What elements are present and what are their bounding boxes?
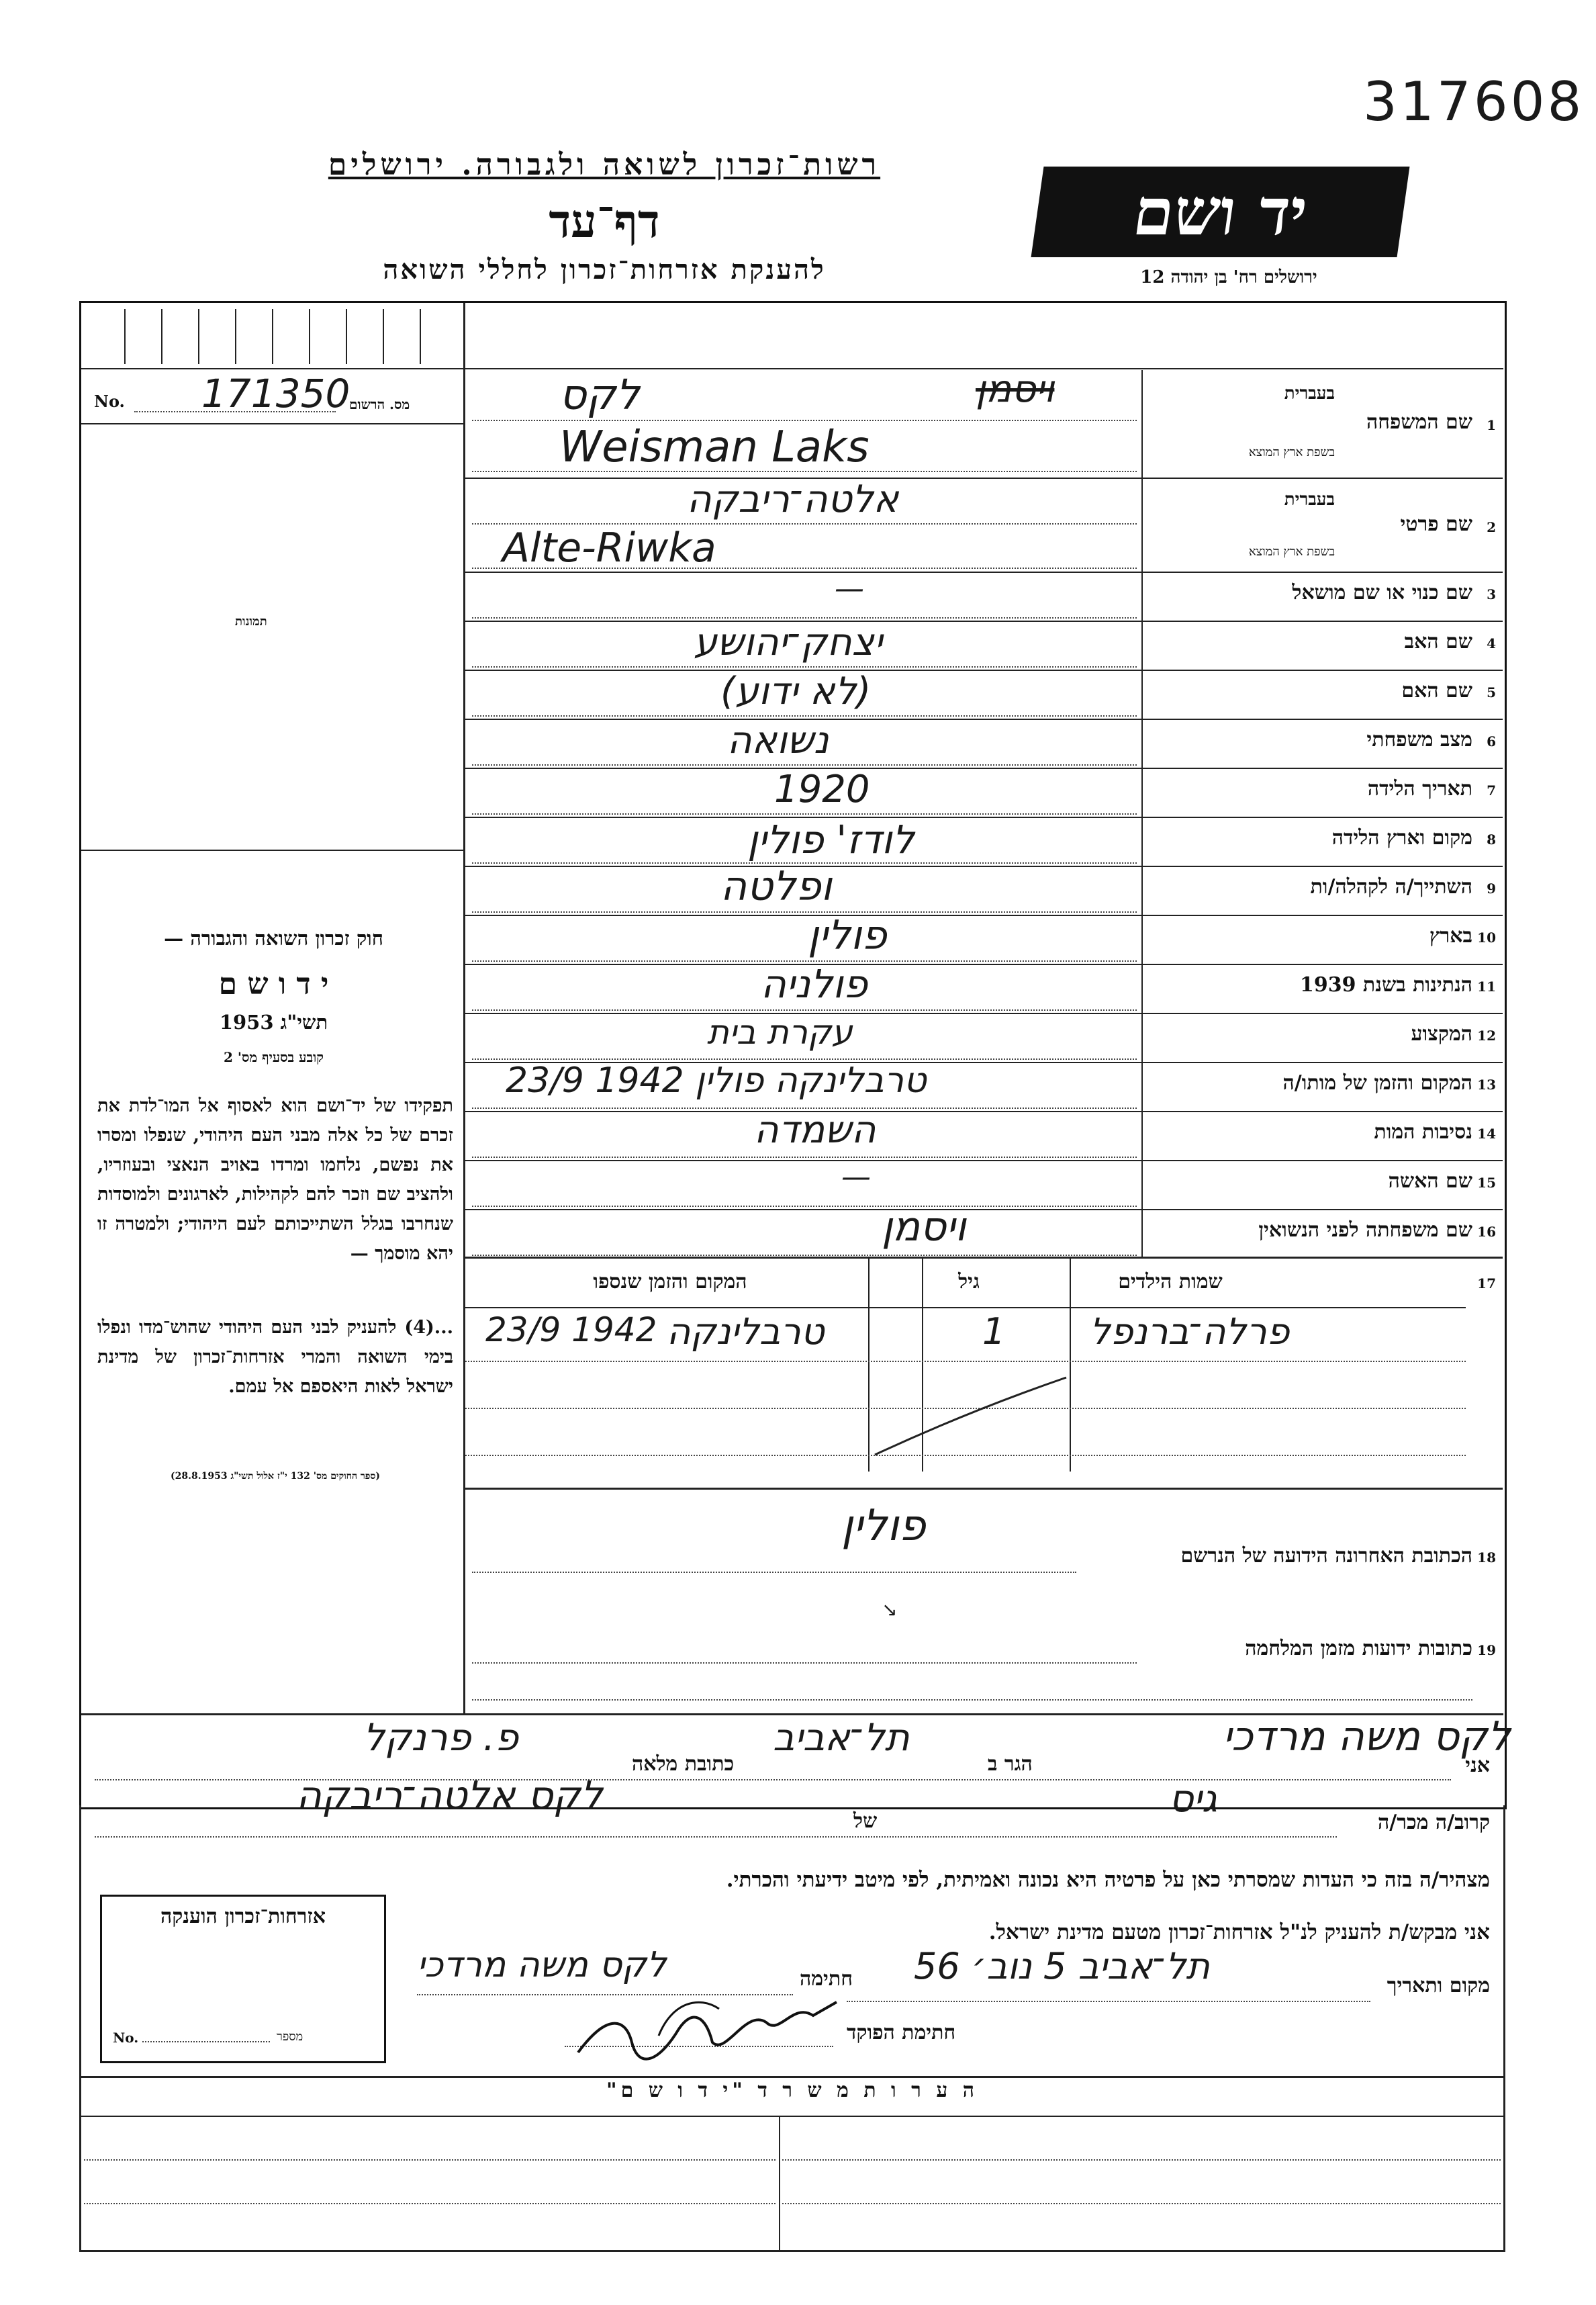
field-label: שם המשפחה — [1366, 410, 1472, 434]
office-notes-title: ה ע ר ו ת מ ש ר ד "י ד ו ש ם" — [606, 2079, 979, 2102]
field-label: מצב משפחתי — [1366, 728, 1472, 752]
first-name-hebrew: אלטה־ריבקה — [687, 478, 899, 521]
relation-value: גיס — [1169, 1777, 1217, 1821]
field-number: 12 — [1477, 1028, 1496, 1044]
field-sub-foreign: בשפת ארץ המוצא — [1248, 445, 1335, 459]
officer-signature-label: חתימת הפוקד — [847, 2021, 956, 2044]
field-number: 6 — [1487, 733, 1496, 750]
office-code-boxes — [87, 309, 457, 364]
field-value: (לא ידוע) — [720, 670, 872, 713]
field-value: השמדה — [754, 1108, 876, 1152]
lives-in-value: תל־אביב — [773, 1716, 910, 1760]
field-label: המקום והזמן של מותו/ה — [1282, 1071, 1472, 1095]
law-title: חוק זכרון השואה והגבורה — — [164, 927, 383, 950]
address-value: פ. פרנקל — [363, 1716, 519, 1760]
field-birth-date — [465, 768, 1503, 817]
photo-label: תמונות — [235, 615, 267, 629]
field-label: תאריך הלידה — [1367, 777, 1472, 801]
registration-label: מס. הרשום — [349, 396, 410, 412]
field-label: שם פרטי — [1400, 512, 1472, 536]
field-first-name — [465, 478, 1503, 572]
field-number: 1 — [1487, 417, 1496, 433]
logo-address: ירושלים רח' בן יהודה 12 — [1140, 267, 1317, 287]
law-reference: (ספר החוקים מס' 132 י"ז אלול תשי"ג 28.8.1953) — [171, 1471, 380, 1482]
field-war-addresses — [465, 1588, 1503, 1709]
org-name: רשות־זכרון לשואה ולגבורה. ירושלים — [328, 148, 881, 182]
child-age: 1 — [982, 1310, 1006, 1353]
field-number: 18 — [1477, 1549, 1496, 1566]
field-number: 19 — [1477, 1642, 1496, 1658]
law-clause: קובע בסעיף מס' 2 — [224, 1049, 324, 1065]
place-date-label: מקום ותאריך — [1387, 1974, 1490, 1997]
field-label: נסיבות המות — [1374, 1120, 1472, 1144]
field-number: 17 — [1477, 1275, 1496, 1292]
field-number: 14 — [1477, 1126, 1496, 1142]
registration-no-label: No. — [94, 392, 125, 411]
child-place: טרבלינקה — [667, 1310, 825, 1353]
field-label: שם כנוי או שם מושאל — [1292, 581, 1472, 604]
field-value: — — [841, 1160, 871, 1194]
declarant-signature: לקס משה מרדכי — [417, 1945, 667, 1985]
of-label: של — [853, 1809, 878, 1833]
field-birth-place — [465, 817, 1503, 866]
field-label: כתובות ידועות מזמן המלחמה — [1245, 1637, 1472, 1660]
field-label: מקום וארץ הלידה — [1331, 826, 1472, 850]
field-value: — — [835, 572, 864, 606]
field-sub-hebrew: בעברית — [1284, 490, 1335, 510]
field-last-address — [465, 1488, 1503, 1588]
field-value: ופלטה — [720, 863, 833, 910]
declaration-i-label: אני — [1465, 1754, 1490, 1777]
field-label: המקצוע — [1411, 1022, 1472, 1046]
form-title: דף־עד — [549, 195, 660, 248]
field-maiden-name — [465, 1204, 1503, 1258]
field-father — [465, 621, 1503, 670]
field-label: שם משפחתה לפני הנשואין — [1258, 1218, 1472, 1242]
field-label: בארץ — [1429, 924, 1472, 948]
field-number: 16 — [1477, 1224, 1496, 1240]
field-marital-status — [465, 719, 1503, 768]
field-label: הנתינות בשנת 1939 — [1299, 973, 1472, 997]
field-value: פולניה — [761, 961, 868, 1007]
field-number: 3 — [1487, 586, 1496, 602]
children-header-place-time: המקום והזמן שנספו — [593, 1270, 747, 1294]
field-value: פולין — [808, 912, 887, 959]
child-name: פרלה־ברנפל — [1090, 1310, 1290, 1353]
officer-signature — [565, 1989, 847, 2069]
children-header-age: גיל — [958, 1270, 980, 1294]
fields-list — [465, 572, 1503, 1257]
field-nickname — [465, 572, 1503, 621]
archive-number: 317608 — [1363, 71, 1585, 133]
field-sub-hebrew: בעברית — [1284, 383, 1335, 404]
field-number: 10 — [1477, 930, 1496, 946]
field-number: 13 — [1477, 1077, 1496, 1093]
field-value: לודז' פולין — [747, 817, 914, 862]
lives-in-label: הגר ב — [988, 1752, 1033, 1776]
field-number: 2 — [1487, 519, 1496, 535]
field-value: ↘ — [882, 1598, 898, 1621]
field-number: 15 — [1477, 1175, 1496, 1191]
field-label: הכתובת האחרונה הידועה של הנרשם — [1180, 1544, 1472, 1568]
first-name-foreign: Alte-Riwka — [502, 525, 716, 572]
relation-label: קרוב/ה מכר/ה — [1378, 1811, 1490, 1834]
field-label: השתייך/ה לקהלה/ות — [1310, 875, 1472, 899]
registration-number: 171350 — [201, 371, 350, 416]
field-value: יצחק־יהושע — [694, 621, 883, 664]
field-number: 11 — [1477, 979, 1496, 995]
declaration-section — [81, 1713, 1511, 2076]
address-label: כתובת מלאה — [632, 1752, 735, 1776]
children-header-names: שמות הילדים — [1118, 1270, 1223, 1294]
place-date-value: תל־אביב 5 נוב׳ 56 — [914, 1945, 1210, 1987]
field-value: נשואה — [727, 719, 829, 762]
empty-row-strike — [868, 1371, 1070, 1465]
surname-hebrew: לקס — [559, 370, 640, 419]
field-number: 8 — [1487, 831, 1496, 848]
field-value: עקרת בית — [707, 1013, 853, 1052]
field-number: 4 — [1487, 635, 1496, 651]
field-sub-foreign: בשפת ארץ המוצא — [1248, 545, 1335, 559]
law-text-2: ...(4) להעניק לבני העם היהודי שהוש־מדו ונפלו בימי השואה והמרי אזרחות־זכרון של מדינת ישראל לאות היאספם אל עמם. — [97, 1317, 453, 1397]
declaration-request: אני מבקש/ת להעניק לנ"ל אזרחות־זכרון מטעם מדינת ישראל. — [988, 1920, 1490, 1944]
signature-label: חתימה — [800, 1967, 853, 1991]
field-community — [465, 863, 1503, 915]
field-mother — [465, 670, 1503, 719]
children-table — [465, 1257, 1503, 1478]
field-citizenship-1939 — [465, 961, 1503, 1013]
declarant-name: לקס משה מרדכי — [1223, 1713, 1511, 1760]
field-number: 9 — [1487, 880, 1496, 897]
logo-text: יד ושם — [1128, 174, 1313, 250]
field-surname — [465, 367, 1503, 478]
yad-vashem-logo — [1031, 167, 1410, 257]
law-name: י ד ו ש ם — [218, 967, 329, 1001]
law-year: תשי"ג 1953 — [219, 1011, 328, 1034]
field-country — [465, 912, 1503, 964]
field-label: שם האם — [1401, 679, 1472, 703]
field-value: 1920 — [774, 768, 870, 811]
memorial-number-label: מספר — [277, 2030, 303, 2044]
field-profession — [465, 1013, 1503, 1062]
memorial-citizenship-box — [100, 1895, 386, 2063]
form-subtitle: להענקת אזרחות־זכרון לחללי השואה — [383, 254, 826, 285]
surname-foreign: Weisman Laks — [559, 422, 870, 472]
memorial-box-title: אזרחות־זכרון הוענקה — [160, 1905, 326, 1928]
field-value: ויסמן — [882, 1204, 966, 1251]
memorial-no-label: No. — [113, 2030, 139, 2046]
field-death-place-time — [465, 1062, 1503, 1111]
field-number: 5 — [1487, 684, 1496, 700]
of-name-value: לקס אלטה־ריבקה — [296, 1772, 603, 1818]
declaration-statement: מצהיר/ה בזה כי העדות שמסרתי כאן על פרטיה היא נכונה ואמיתית, לפי מיטב ידיעתי והכרתי. — [726, 1868, 1490, 1892]
surname-struck: ויסמן — [976, 367, 1055, 411]
field-spouse-name — [465, 1160, 1503, 1209]
field-death-circumstances — [465, 1108, 1503, 1160]
field-number: 7 — [1487, 782, 1496, 799]
field-label: שם האב — [1404, 630, 1472, 653]
field-value: פולין — [841, 1501, 926, 1551]
field-value: טרבלינקה פולין 1942 23/9 — [506, 1060, 927, 1101]
child-date: 23/9 1942 — [485, 1310, 657, 1349]
field-label: שם האשה — [1388, 1169, 1472, 1193]
law-text: תפקידו של יד־ושם הוא לאסוף אל המו־לדת את זכרם של כל אלה מבני העם היהודי, שנפלו ומסרו את נפשם, נלחמו ומרדו באויב הנאצי ובעוזריו, ולהציב שם וזכר להם לקהילות, לארגונים ולמוסדות שנחרבו בגלל השתייכותם לעם היהודי; ולמטרה זו יהא מוסמך — — [97, 1095, 453, 1264]
